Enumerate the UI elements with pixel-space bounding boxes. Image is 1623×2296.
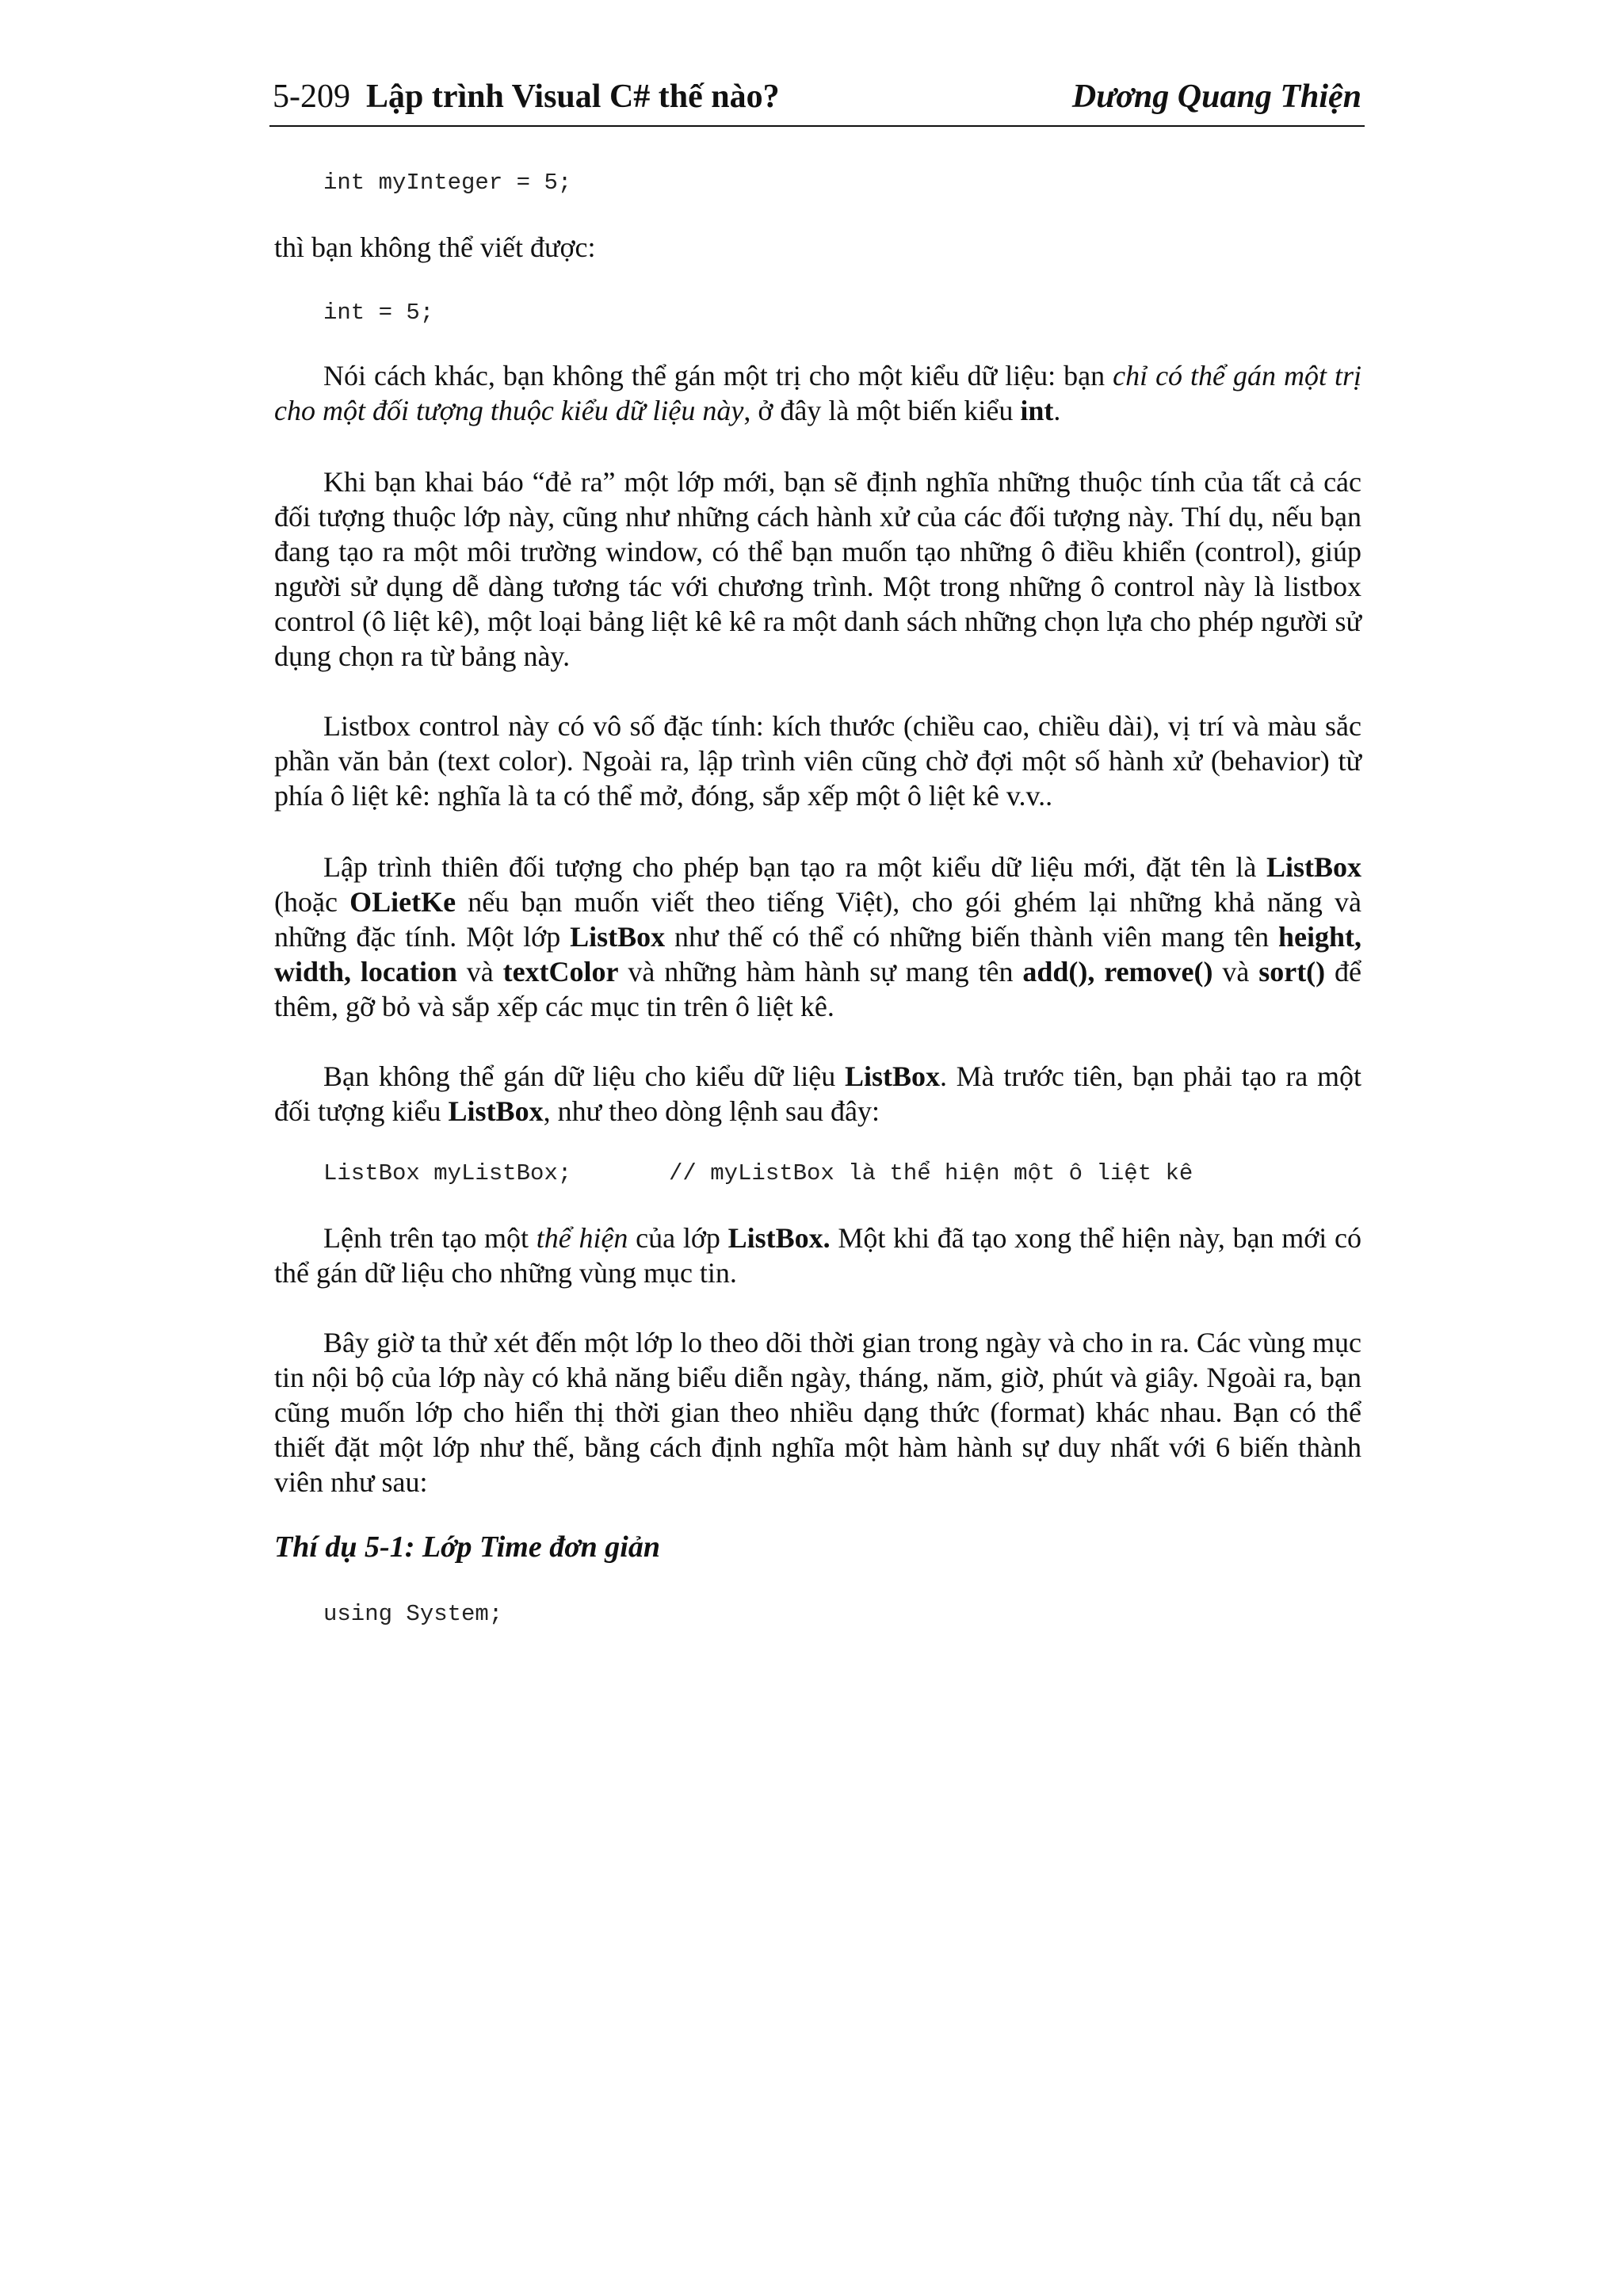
paragraph-time-class: Bây giờ ta thử xét đến một lớp lo theo dõi thời gian trong ngày và cho in ra. Các vùng mục tin nội bộ của lớp này có khả năng biểu diễn ngày, tháng, năm, giờ, phút và giây. Ngoài ra, bạn cũng muốn lớp cho hiển thị thời gian theo nhiều dạng thức (format) khác nhau. Bạn có thể thiết đặt một lớp như thế, bằng cách định nghĩa một hàm hành sự duy nhất với 6 biến thành viên như sau: [274, 1327, 1361, 1498]
example-heading: Thí dụ 5-1: Lớp Time đơn giản [274, 1530, 660, 1564]
code-line-int-assign: int = 5; [323, 300, 434, 326]
code-comment: // myListBox là thể hiện một ô liệt kê [669, 1160, 1193, 1186]
code-statement: ListBox myListBox; [323, 1160, 572, 1186]
paragraph-oop-listbox: Lập trình thiên đối tượng cho phép bạn tạo ra một kiểu dữ liệu mới, đặt tên là ListBox (hoặc OLietKe nếu bạn muốn viết theo tiếng Việt), cho gói ghém lại những khả năng và những đặc tính. Một lớp ListBox như thế có thể có những biến thành viên mang tên height, width, location và textColor và những hàm hành sự mang tên add(), remove() và sort() để thêm, gỡ bỏ và sắp xếp các mục tin trên ô liệt kê. [274, 851, 1361, 1022]
paragraph-class-declaration: Khi bạn khai báo “đẻ ra” một lớp mới, bạn sẽ định nghĩa những thuộc tính của tất cả các đối tượng thuộc lớp này, cũng như những cách hành xử của các đối tượng này. Thí dụ, nếu bạn đang tạo ra một môi trường window, có thể bạn muốn tạo những ô điều khiển (control), giúp người sử dụng dễ dàng tương tác với chương trình. Một trong những ô control này là listbox control (ô liệt kê), một loại bảng liệt kê kê ra một danh sách những chọn lựa cho phép người sử dụng chọn ra từ bảng này. [274, 466, 1361, 672]
paragraph-intro: thì bạn không thể viết được: [274, 231, 596, 263]
book-title: Lập trình Visual C# thế nào? [366, 78, 780, 115]
author-name: Dương Quang Thiện [1071, 78, 1361, 115]
code-line-using-system: using System; [323, 1601, 503, 1627]
code-line-int-myinteger: int myInteger = 5; [323, 170, 572, 196]
code-line-listbox [323, 1160, 1193, 1186]
page-number: 5-209 [273, 78, 350, 115]
paragraph-listbox-properties: Listbox control này có vô số đặc tính: kích thước (chiều cao, chiều dài), vị trí và màu sắc phần văn bản (text color). Ngoài ra, lập trình viên cũng chờ đợi một số hành xử (behavior) từ phía ô liệt kê: nghĩa là ta có thể mở, đóng, sắp xếp một ô liệt kê v.v.. [274, 710, 1361, 812]
paragraph-assign-type: Nói cách khác, bạn không thể gán một trị cho một kiểu dữ liệu: bạn chỉ có thể gán một trị cho một đối tượng thuộc kiểu dữ liệu này, ở đây là một biến kiểu int. [274, 360, 1362, 426]
page-header [269, 73, 1365, 127]
paragraph-listbox-object: Bạn không thể gán dữ liệu cho kiểu dữ liệu ListBox. Mà trước tiên, bạn phải tạo ra một đối tượng kiểu ListBox, như theo dòng lệnh sau đây: [274, 1060, 1361, 1127]
paragraph-instance: Lệnh trên tạo một thể hiện của lớp ListBox. Một khi đã tạo xong thể hiện này, bạn mới có thể gán dữ liệu cho những vùng mục tin. [274, 1222, 1361, 1289]
